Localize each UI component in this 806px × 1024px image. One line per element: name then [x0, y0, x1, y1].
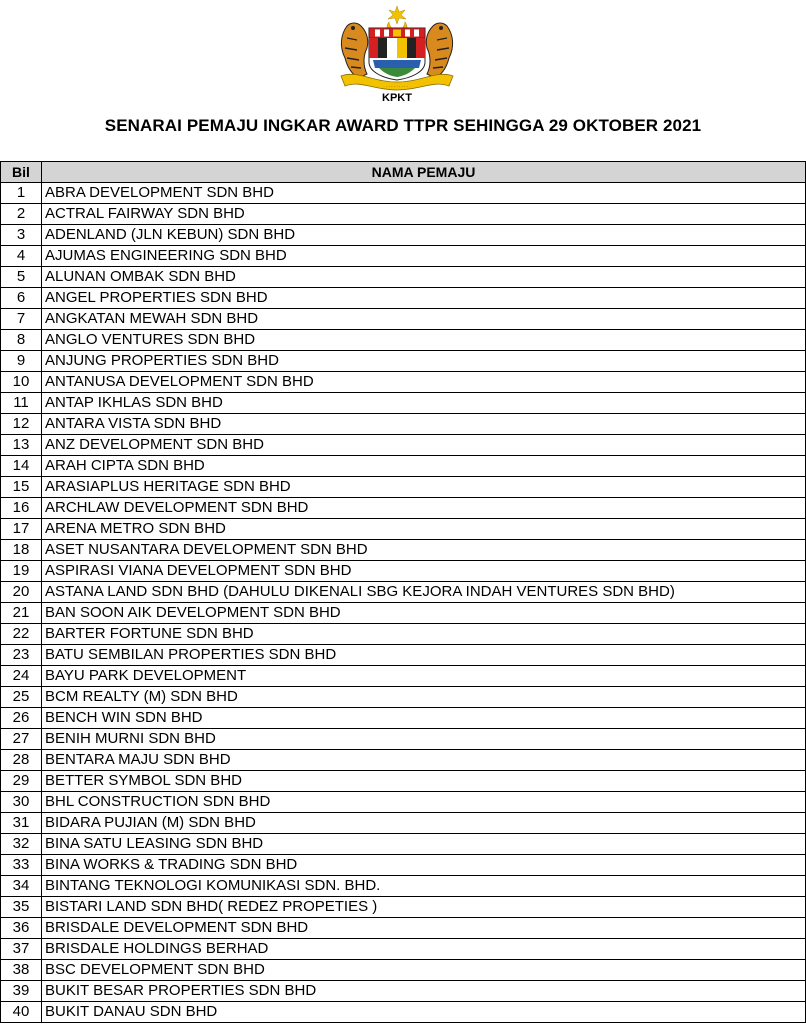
developer-name: BETTER SYMBOL SDN BHD [42, 771, 806, 792]
developer-name: BSC DEVELOPMENT SDN BHD [42, 960, 806, 981]
table-row [1, 855, 806, 876]
developer-table [0, 161, 806, 1023]
table-row [1, 246, 806, 267]
table-row [1, 225, 806, 246]
table-row [1, 1002, 806, 1023]
table-row [1, 288, 806, 309]
row-number: 13 [1, 435, 42, 456]
developer-name: BARTER FORTUNE SDN BHD [42, 624, 806, 645]
developer-name: ADENLAND (JLN KEBUN) SDN BHD [42, 225, 806, 246]
developer-name: ARAH CIPTA SDN BHD [42, 456, 806, 477]
table-row [1, 519, 806, 540]
column-header-nama-pemaju: NAMA PEMAJU [42, 162, 806, 183]
row-number: 11 [1, 393, 42, 414]
developer-name: ANZ DEVELOPMENT SDN BHD [42, 435, 806, 456]
table-row [1, 603, 806, 624]
row-number: 35 [1, 897, 42, 918]
developer-name: ANJUNG PROPERTIES SDN BHD [42, 351, 806, 372]
row-number: 12 [1, 414, 42, 435]
row-number: 6 [1, 288, 42, 309]
developer-name: BAYU PARK DEVELOPMENT [42, 666, 806, 687]
row-number: 22 [1, 624, 42, 645]
table-row [1, 813, 806, 834]
developer-name: BRISDALE HOLDINGS BERHAD [42, 939, 806, 960]
table-row [1, 687, 806, 708]
row-number: 14 [1, 456, 42, 477]
table-row [1, 435, 806, 456]
kpkt-crest-logo [333, 4, 461, 104]
developer-name: ARCHLAW DEVELOPMENT SDN BHD [42, 498, 806, 519]
developer-name: ARENA METRO SDN BHD [42, 519, 806, 540]
table-row [1, 834, 806, 855]
developer-name: BHL CONSTRUCTION SDN BHD [42, 792, 806, 813]
table-row [1, 372, 806, 393]
column-header-bil: Bil [1, 162, 42, 183]
svg-text:· · · · · · · · ·: · · · · · · · · · [386, 84, 408, 89]
row-number: 31 [1, 813, 42, 834]
table-row [1, 729, 806, 750]
developer-name: AJUMAS ENGINEERING SDN BHD [42, 246, 806, 267]
row-number: 34 [1, 876, 42, 897]
developer-name: ANGEL PROPERTIES SDN BHD [42, 288, 806, 309]
developer-name: ASPIRASI VIANA DEVELOPMENT SDN BHD [42, 561, 806, 582]
developer-name: ALUNAN OMBAK SDN BHD [42, 267, 806, 288]
table-row [1, 897, 806, 918]
table-row [1, 918, 806, 939]
table-row [1, 750, 806, 771]
logo-text: KPKT [382, 92, 412, 104]
developer-name: ASTANA LAND SDN BHD (DAHULU DIKENALI SBG KEJORA INDAH VENTURES SDN BHD) [42, 582, 806, 603]
developer-name: ACTRAL FAIRWAY SDN BHD [42, 204, 806, 225]
row-number: 4 [1, 246, 42, 267]
table-row [1, 456, 806, 477]
developer-name: ANTANUSA DEVELOPMENT SDN BHD [42, 372, 806, 393]
developer-name: BRISDALE DEVELOPMENT SDN BHD [42, 918, 806, 939]
row-number: 25 [1, 687, 42, 708]
table-row [1, 183, 806, 204]
table-header-row [1, 162, 806, 183]
row-number: 17 [1, 519, 42, 540]
table-row [1, 204, 806, 225]
developer-name: ANTARA VISTA SDN BHD [42, 414, 806, 435]
developer-name: BINA WORKS & TRADING SDN BHD [42, 855, 806, 876]
page-title: SENARAI PEMAJU INGKAR AWARD TTPR SEHINGGA 29 OKTOBER 2021 [104, 116, 702, 135]
table-row [1, 498, 806, 519]
table-row [1, 624, 806, 645]
row-number: 2 [1, 204, 42, 225]
developer-name: BATU SEMBILAN PROPERTIES SDN BHD [42, 645, 806, 666]
table-row [1, 645, 806, 666]
row-number: 18 [1, 540, 42, 561]
row-number: 7 [1, 309, 42, 330]
row-number: 36 [1, 918, 42, 939]
developer-name: BIDARA PUJIAN (M) SDN BHD [42, 813, 806, 834]
row-number: 30 [1, 792, 42, 813]
developer-name: BUKIT DANAU SDN BHD [42, 1002, 806, 1023]
row-number: 19 [1, 561, 42, 582]
table-row [1, 540, 806, 561]
row-number: 21 [1, 603, 42, 624]
developer-name: BCM REALTY (M) SDN BHD [42, 687, 806, 708]
row-number: 1 [1, 183, 42, 204]
table-row [1, 939, 806, 960]
row-number: 9 [1, 351, 42, 372]
table-row [1, 876, 806, 897]
row-number: 16 [1, 498, 42, 519]
table-row [1, 351, 806, 372]
row-number: 32 [1, 834, 42, 855]
developer-name: ASET NUSANTARA DEVELOPMENT SDN BHD [42, 540, 806, 561]
row-number: 33 [1, 855, 42, 876]
row-number: 27 [1, 729, 42, 750]
table-row [1, 267, 806, 288]
table-row [1, 771, 806, 792]
developer-name: BENIH MURNI SDN BHD [42, 729, 806, 750]
row-number: 15 [1, 477, 42, 498]
table-row [1, 960, 806, 981]
developer-name: BENTARA MAJU SDN BHD [42, 750, 806, 771]
row-number: 24 [1, 666, 42, 687]
table-row [1, 582, 806, 603]
developer-name: BAN SOON AIK DEVELOPMENT SDN BHD [42, 603, 806, 624]
developer-name: BISTARI LAND SDN BHD( REDEZ PROPETIES ) [42, 897, 806, 918]
row-number: 26 [1, 708, 42, 729]
developer-name: BENCH WIN SDN BHD [42, 708, 806, 729]
row-number: 40 [1, 1002, 42, 1023]
row-number: 38 [1, 960, 42, 981]
table-row [1, 981, 806, 1002]
row-number: 23 [1, 645, 42, 666]
row-number: 29 [1, 771, 42, 792]
row-number: 3 [1, 225, 42, 246]
row-number: 5 [1, 267, 42, 288]
table-row [1, 393, 806, 414]
coat-of-arms-icon [333, 4, 461, 104]
table-row [1, 309, 806, 330]
row-number: 37 [1, 939, 42, 960]
row-number: 28 [1, 750, 42, 771]
developer-name: ARASIAPLUS HERITAGE SDN BHD [42, 477, 806, 498]
developer-name: ABRA DEVELOPMENT SDN BHD [42, 183, 806, 204]
developer-name: BUKIT BESAR PROPERTIES SDN BHD [42, 981, 806, 1002]
row-number: 39 [1, 981, 42, 1002]
developer-name: ANGKATAN MEWAH SDN BHD [42, 309, 806, 330]
row-number: 8 [1, 330, 42, 351]
row-number: 20 [1, 582, 42, 603]
developer-name: BINA SATU LEASING SDN BHD [42, 834, 806, 855]
row-number: 10 [1, 372, 42, 393]
table-row [1, 477, 806, 498]
table-row [1, 792, 806, 813]
developer-name: BINTANG TEKNOLOGI KOMUNIKASI SDN. BHD. [42, 876, 806, 897]
developer-name: ANTAP IKHLAS SDN BHD [42, 393, 806, 414]
developer-name: ANGLO VENTURES SDN BHD [42, 330, 806, 351]
table-row [1, 708, 806, 729]
table-row [1, 414, 806, 435]
table-row [1, 561, 806, 582]
table-row [1, 330, 806, 351]
table-row [1, 666, 806, 687]
